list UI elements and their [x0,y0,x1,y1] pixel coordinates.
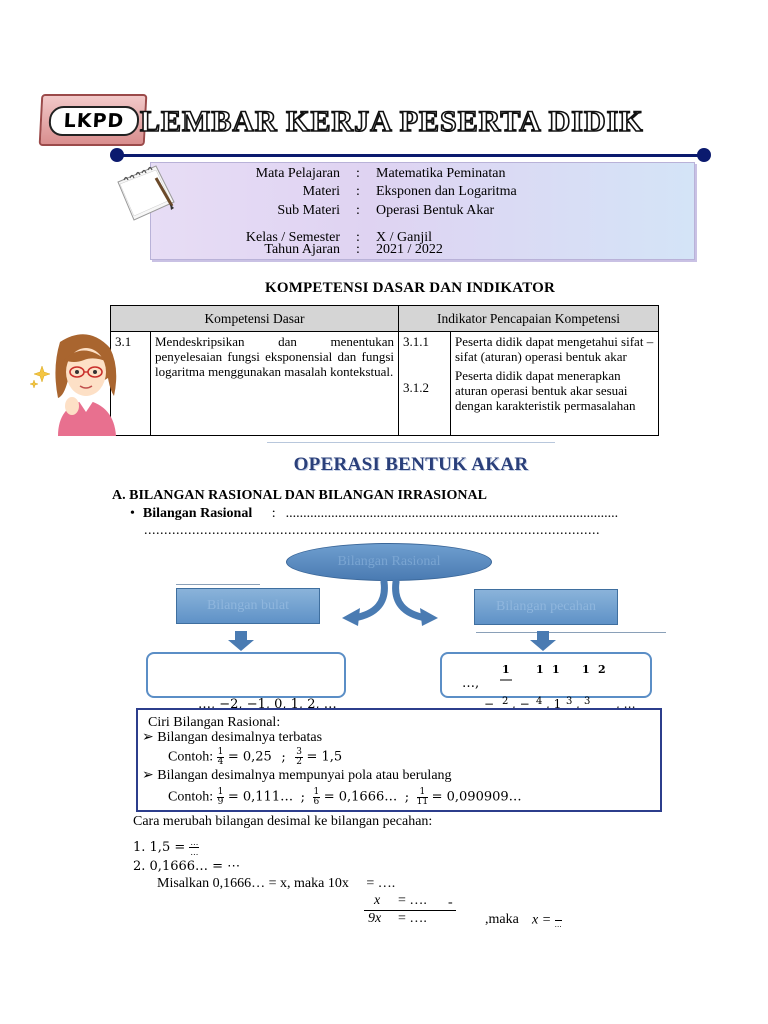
indicator-number: 3.1.1 [403,334,429,349]
info-value: X / Ganjil [376,230,432,245]
diagram-line [476,632,666,633]
svg-text:1: 1 [536,663,544,676]
subsection-heading: A. BILANGAN RASIONAL DAN BILANGAN IRRASIONAL [112,488,487,503]
info-colon: : [356,203,360,218]
diagram-root-label: Bilangan Rasional [337,554,441,569]
page-title: LEMBAR KERJA PESERTA DIDIK [140,105,644,138]
kd-table [110,305,659,436]
info-colon: : [356,184,360,199]
fraction: $\frac{1}{4}$ [217,747,224,767]
info-value: 2021 / 2022 [376,242,443,257]
bullet-dot: • [130,506,135,521]
indicator-texts [451,332,659,436]
convert-misal [157,876,395,892]
ciri-item [142,729,322,747]
fraction-blank: … [555,911,562,930]
nine-x-label: 9x [368,911,382,926]
fraction: $\frac{1}{6}$ [313,787,320,807]
misal-text: Misalkan 0,1666… = x, maka 10x [157,876,349,891]
svg-text:4: 4 [536,696,543,707]
lkpd-badge-text: LKPD [63,110,125,132]
example-pecahan-tail: , … [616,697,636,711]
fraction: $\frac{3}{2}$ [296,747,302,767]
info-colon: : [356,230,360,245]
example-value: = 0,25 [227,749,272,765]
blank-eq: = …. [398,911,427,926]
info-label: Sub Materi [277,203,340,218]
info-value: Matematika Peminatan [376,166,506,181]
definition-blank: ............................................................................................... [285,506,619,521]
info-label: Mata Pelajaran [255,166,340,181]
ciri-box [136,708,662,812]
convert-item-2: 2. 0,1666… = ⋯ [133,859,241,874]
info-label: Kelas / Semester [245,230,340,245]
blank-eq: = …. [398,893,427,908]
indicator-numbers [399,332,451,436]
kd-number: 3.1 [111,332,151,436]
x-equals-text: x = [532,912,552,928]
blank-eq: = …. [366,876,396,891]
diagram-root-node [286,543,492,581]
x-label: x [374,893,381,908]
example-value: = 0,090909… [431,789,522,805]
svg-text:3: 3 [584,696,591,707]
arrow-bullet-icon: ➢ [142,730,154,745]
example-value: = 0,1666… [323,789,398,805]
info-colon: : [356,242,360,257]
info-rows [0,0,768,270]
x-equals [532,911,562,930]
diagram-node-pecahan [474,589,618,625]
svg-text:1: 1 [502,663,510,676]
arrow-down-icon [228,631,254,651]
convert-item-1-text: 1. 1,5 = [133,840,186,855]
example-pecahan-prefix: …, [462,676,480,691]
separator: ; [404,789,410,805]
convert-item-1 [133,838,199,857]
svg-text:−: − [484,697,495,711]
bullet-colon: : [271,506,276,521]
example-value: = 0,111… [227,789,294,805]
arrow-down-icon [530,631,556,651]
info-label: Tahun Ajaran [264,242,340,257]
example-bulat: …, −2, −1, 0, 1, 2, … [198,697,337,712]
info-value: Operasi Bentuk Akar [376,203,495,218]
convert-intro: Cara merubah bilangan desimal ke bilangan pecahan: [133,814,433,829]
svg-text:,: , [576,697,580,711]
ciri-title: Ciri Bilangan Rasional: [148,715,281,730]
answer-box-bulat [146,652,346,698]
svg-text:1: 1 [582,663,590,676]
info-colon: : [356,166,360,181]
ciri-item [142,767,452,785]
fraction: $\frac{1}{9}$ [217,787,224,807]
diagram-line [176,584,260,585]
svg-text:, −: , − [512,697,530,711]
ciri-item-text: Bilangan desimalnya terbatas [157,730,323,745]
kd-text: Mendeskripsikan dan menentukan penyelesaian fungsi eksponensial dan fungsi logaritma menggunakan masalah kontekstual. [151,332,399,436]
bullet-rasional [130,506,618,522]
diagram-branch-arrows [340,580,440,630]
fraction-blank: $\frac{\dots}{\dots}$ [190,838,199,857]
ciri-example [168,748,342,767]
indicator-number: 3.1.2 [403,380,429,395]
info-value: Eksponen dan Logaritma [376,184,517,199]
ciri-item-text: Bilangan desimalnya mempunyai pola atau berulang [157,768,452,783]
arrow-bullet-icon: ➢ [142,768,154,783]
diagram-node-bulat [176,588,320,624]
contoh-label: Contoh: [168,789,214,805]
svg-text:1: 1 [552,663,560,676]
section-title: OPERASI BENTUK AKAR [293,454,529,475]
info-label: Materi [302,184,340,199]
ciri-example [168,788,522,807]
diagram-node-label: Bilangan bulat [206,598,290,613]
minus-sign: - [448,895,453,910]
indicator-text: Peserta didik dapat mengetahui sifat – sifat (aturan) operasi bentuk akar [455,334,654,364]
separator: ; [300,789,305,805]
maka-text: ,maka [485,912,519,927]
bullet-label: Bilangan Rasional [142,506,253,521]
section-banner [267,442,555,482]
indicator-col-header: Indikator Pencapaian Kompetensi [399,306,659,332]
svg-text:2: 2 [502,696,509,707]
example-value: = 1,5 [306,749,343,765]
svg-text:, 1: , 1 [546,697,562,711]
separator: ; [281,749,286,765]
diagram-node-label: Bilangan pecahan [496,599,596,614]
kd-heading: KOMPETENSI DASAR DAN INDIKATOR [264,280,556,296]
svg-text:2: 2 [598,663,606,676]
fraction: $\frac{1}{11}$ [416,787,429,807]
svg-text:3: 3 [566,696,573,707]
indicator-text: Peserta didik dapat menerapkan aturan operasi bentuk akar sesuai dengan karakteristik permasalahan [455,368,636,413]
teacher-illustration [30,330,122,436]
definition-blank-2: .................................................................................................................. [144,523,600,538]
contoh-label: Contoh: [168,749,214,765]
kd-col-header: Kompetensi Dasar [111,306,399,332]
